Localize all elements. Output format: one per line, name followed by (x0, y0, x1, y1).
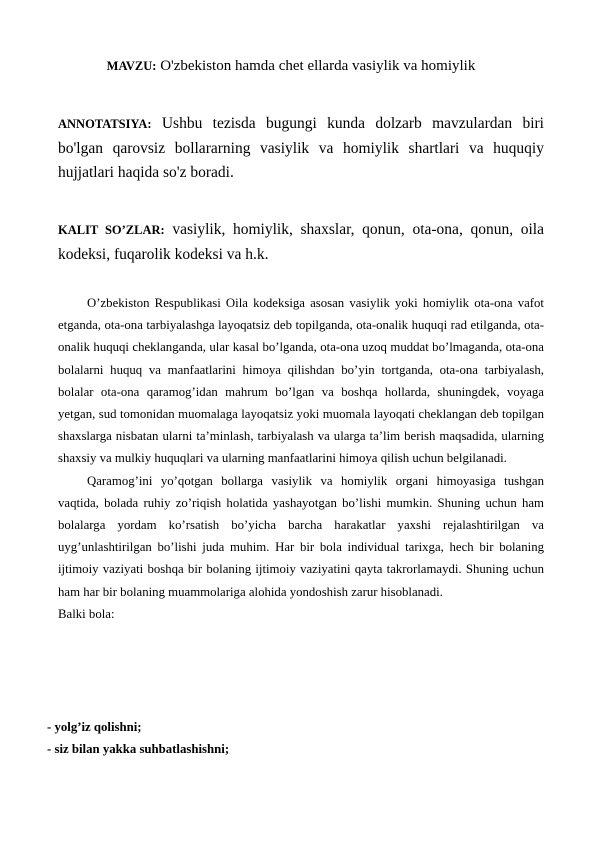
annotation-text: Ushbu tezisda bugungi kunda dolzarb mavzulardan biri bo'lgan qarovsiz bollararning vasiylik va homiylik shartlari va huquqiy hujjatlari haqida so'z boradi. (58, 115, 544, 181)
body-paragraph-2: Qaramog’ini yo’qotgan bollarga vasiylik va homiylik organi himoyasiga tushgan vaqtida, bolada ruhiy zo’riqish holatida yashayotgan bo’lishi mumkin. Shuning uchun ham bolalarga yordam ko’rsatish bo’yicha barcha harakatlar yaxshi rejalashtirilgan va uyg’unlashtirilgan bo’lishi juda muhim. Har bir bola individual tarixga, hech bir bolaning ijtimoiy vaziyati boshqa bir bolaning ijtimoiy vaziyatini qayta takrorlamaydi. Shuning uchun ham har bir bolaning muammolariga alohida yondoshish zarur hisoblanadi. (58, 473, 544, 599)
body-paragraph-3: Balki bola: (58, 606, 115, 621)
document-title (0, 58, 596, 75)
annotation-label: ANNOTATSIYA: (58, 117, 152, 131)
list-item: - yolg’iz qolishni; (47, 720, 142, 734)
bullet-list (47, 716, 547, 760)
annotation-section (58, 112, 544, 186)
body-text (58, 292, 544, 625)
body-paragraph-1: O’zbekiston Respublikasi Oila kodeksiga asosan vasiylik yoki homiylik ota-ona vafot etganda, ota-ona tarbiyalashga layoqatsiz deb topilganda, ota-onalik huquqi rad etilganda, ota-onalik huquqi cheklanganda, ular kasal bo’lganda, ota-ona uzoq muddat bo’lmaganda, ota-ona bolalarni huquq va manfaatlarini himoya qilishdan bo’yin tortganda, ota-ona tarbiyalash, bolalar ota-ona qaramog’idan mahrum bo’lgan va boshqa hollarda, shuningdek, voyaga yetgan, sud tomonidan muomalaga layoqatsiz yoki muomala layoqati cheklangan deb topilgan shaxslarga nisbatan ularni ta’minlash, tarbiyalash va ularga ta’lim berish maqsadida, ularning shaxsiy va mulkiy huquqlari va ularning manfaatlarini himoya qilish uchun belgilanadi. (58, 296, 544, 466)
title-text: O'zbekiston hamda chet ellarda vasiylik va homiylik (156, 58, 476, 74)
title-label: MAVZU: (106, 59, 157, 73)
keywords-text: vasiylik, homiylik, shaxslar, qonun, ota-ona, qonun, oila kodeksi, fuqarolik kodeksi va h.k. (58, 221, 544, 263)
keywords-section (58, 218, 544, 267)
keywords-label: KALIT SO’ZLAR: (58, 223, 165, 237)
list-item: - siz bilan yakka suhbatlashishni; (47, 742, 230, 757)
